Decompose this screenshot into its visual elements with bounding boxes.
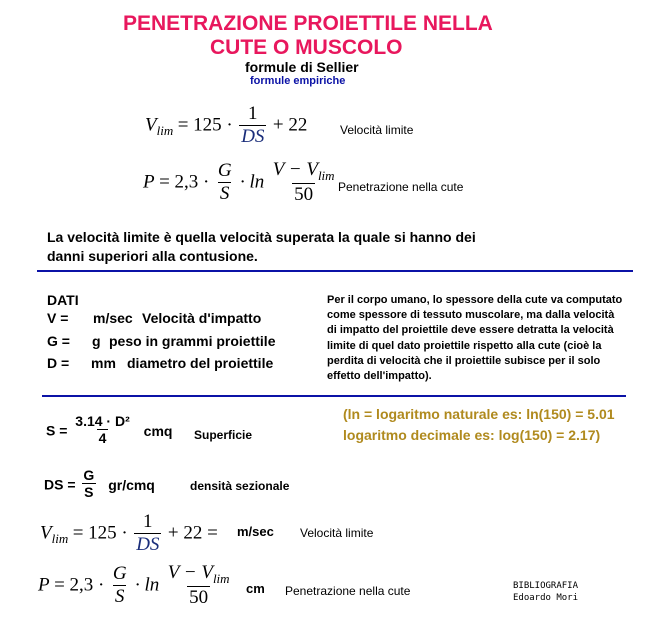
- subtitle: formule di Sellier: [245, 59, 359, 75]
- dati-title: DATI: [47, 292, 79, 308]
- formula3-lhs: V: [40, 522, 52, 544]
- formula4-unit: cm: [246, 581, 265, 596]
- formula2-num: G: [217, 160, 232, 182]
- formula2-lhs: P: [143, 171, 155, 193]
- page-title-line1: PENETRAZIONE PROIETTILE NELLA: [123, 12, 493, 35]
- formula1-label: Velocità limite: [340, 123, 414, 137]
- dati-row-v: V = m/sec Velocità d'impatto: [47, 310, 262, 326]
- formula1-tail: + 22: [272, 114, 308, 136]
- formula3-unit: m/sec: [237, 524, 274, 539]
- formula1-lhs: V: [145, 114, 157, 136]
- formula2-ln: · ln: [240, 171, 265, 193]
- formula2-num2-sub: lim: [317, 167, 335, 183]
- formula1-den: DS: [241, 125, 265, 147]
- subtitle-note: formule empiriche: [250, 75, 346, 87]
- log-note-line2: logaritmo decimale es: log(150) = 2.17): [343, 427, 601, 443]
- divider-top: [37, 270, 633, 272]
- surface-den: 4: [98, 430, 107, 447]
- log-note-line1: (ln = logaritmo naturale es: ln(150) = 5.01: [343, 406, 615, 422]
- page-title-line2: CUTE O MUSCOLO: [210, 36, 403, 59]
- density-formula: DS = $\frac{G}{S}$ gr/cmq: [44, 467, 155, 501]
- formula1-num: 1: [248, 103, 258, 124]
- formula1-eq: = 125 ·: [177, 114, 233, 136]
- formula-penetrazione-2: P = 2,3 · $\frac{G}{S}$ · ln $\frac{V - V_{lim}}{50}$: [38, 562, 230, 609]
- formula4-label: Penetrazione nella cute: [285, 584, 411, 598]
- statement-line2: danni superiori alla contusione.: [47, 248, 258, 264]
- formula2-num2: V − V: [272, 159, 318, 180]
- surface-formula: S = $\frac{\text{3.14 · D²}}{4}$ cmq: [46, 413, 173, 447]
- density-label: densità sezionale: [190, 479, 290, 493]
- formula1-lhs-sub: lim: [156, 122, 174, 138]
- density-num: G: [83, 467, 95, 483]
- note-right: Per il corpo umano, lo spessore della cute va computato come spessore di tessuto muscolare, ma dalla velocità di impatto del proiettile deve essere detratta la velocità limite di quel dato proiettile rispetto alla cute (cioè la perdita di velocità che il proiettile subisce per il solo effetto dell'impatto).: [327, 294, 623, 383]
- divider-bottom: [42, 395, 626, 397]
- bibliography-author: Edoardo Mori: [513, 593, 579, 603]
- formula-penetrazione: [143, 160, 339, 207]
- formula-velocita-limite-2: $V_{lim} = 125$ · $\frac{1}{DS}$ + 22 =: [40, 511, 218, 555]
- formula-velocita-limite: [145, 104, 307, 149]
- dati-row-g: G = g peso in grammi proiettile: [47, 333, 276, 349]
- formula2-den2: 50: [294, 184, 314, 206]
- dati-row-d: D = mm diametro del proiettile: [47, 355, 274, 371]
- surface-num: 3.14 · D²: [75, 413, 130, 429]
- surface-label: Superficie: [194, 428, 253, 442]
- statement-line1: La velocità limite è quella velocità superata la quale si hanno dei: [47, 229, 476, 245]
- formula2-label: Penetrazione nella cute: [338, 180, 464, 194]
- bibliography-title: BIBLIOGRAFIA: [513, 581, 579, 591]
- density-den: S: [84, 484, 94, 501]
- formula2-eq: = 2,3 ·: [159, 171, 210, 193]
- formula2-den: S: [219, 182, 230, 204]
- formula3-label: Velocità limite: [300, 526, 374, 540]
